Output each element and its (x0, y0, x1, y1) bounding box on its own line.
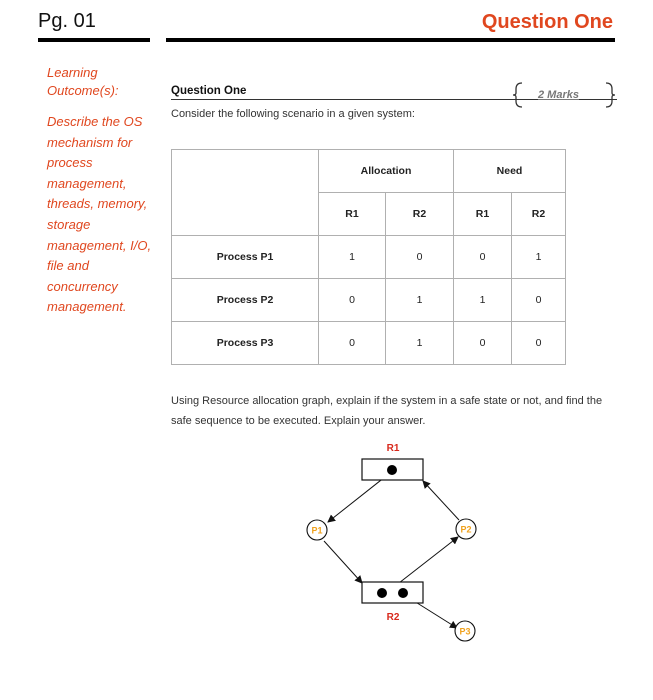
cell-value: 1 (386, 279, 454, 322)
question-label: Question One (171, 85, 247, 97)
lo-line: Describe the OS (47, 114, 143, 129)
section-title: Question One (481, 11, 613, 33)
question-intro: Consider the following scenario in a given system: (171, 108, 415, 120)
lo-line: management. (47, 299, 127, 315)
cell-value: 1 (319, 236, 386, 279)
resource-r2-instance (398, 588, 408, 598)
subheader-r1-alloc: R1 (319, 193, 386, 236)
cell-value: 0 (454, 236, 512, 279)
resource-r1-instance (387, 465, 397, 475)
lo-line: process (47, 155, 93, 171)
edge-p2-to-r1 (423, 481, 459, 520)
learning-outcome-title: Learning Outcome(s): (47, 65, 119, 98)
lo-line: threads, memory, (47, 196, 148, 212)
page-number: Pg. 01 (38, 10, 96, 32)
process-name: Process P2 (172, 279, 319, 322)
cell-value: 1 (386, 322, 454, 365)
marks-value: 2 Marks (538, 89, 579, 101)
subheader-r2-need: R2 (512, 193, 566, 236)
lo-line: storage (47, 216, 91, 232)
process-name: Process P1 (172, 236, 319, 279)
header-need: Need (454, 150, 566, 193)
subheader-r1-need: R1 (454, 193, 512, 236)
resource-r2-instance (377, 588, 387, 598)
lo-line: concurrency (47, 278, 118, 294)
lo-line: mechanism for (47, 134, 133, 150)
resource-r1-label: R1 (386, 443, 400, 454)
question-prompt: Using Resource allocation graph, explain if the system in a safe state or not, and find the safe sequence to be executed. Explain your answer. (171, 395, 603, 427)
cell-value: 1 (454, 279, 512, 322)
cell-value: 0 (319, 279, 386, 322)
resource-r2-box (362, 582, 423, 603)
process-p2-label: P2 (460, 524, 472, 535)
cell-value: 0 (454, 322, 512, 365)
process-p1-label: P1 (311, 525, 323, 536)
process-p3-label: P3 (459, 626, 471, 637)
cell-value: 0 (512, 279, 566, 322)
cell-value: 0 (319, 322, 386, 365)
lo-line: management, I/O, (47, 237, 152, 253)
cell-value: 0 (512, 322, 566, 365)
process-name: Process P3 (172, 322, 319, 365)
subheader-r2-alloc: R2 (386, 193, 454, 236)
resource-r2-label: R2 (386, 612, 400, 623)
header-allocation: Allocation (319, 150, 454, 193)
lo-line: file and (47, 258, 89, 274)
lo-line: management, (47, 175, 127, 191)
cell-value: 0 (386, 236, 454, 279)
edge-p1-to-r2 (324, 541, 362, 583)
cell-value: 1 (512, 236, 566, 279)
